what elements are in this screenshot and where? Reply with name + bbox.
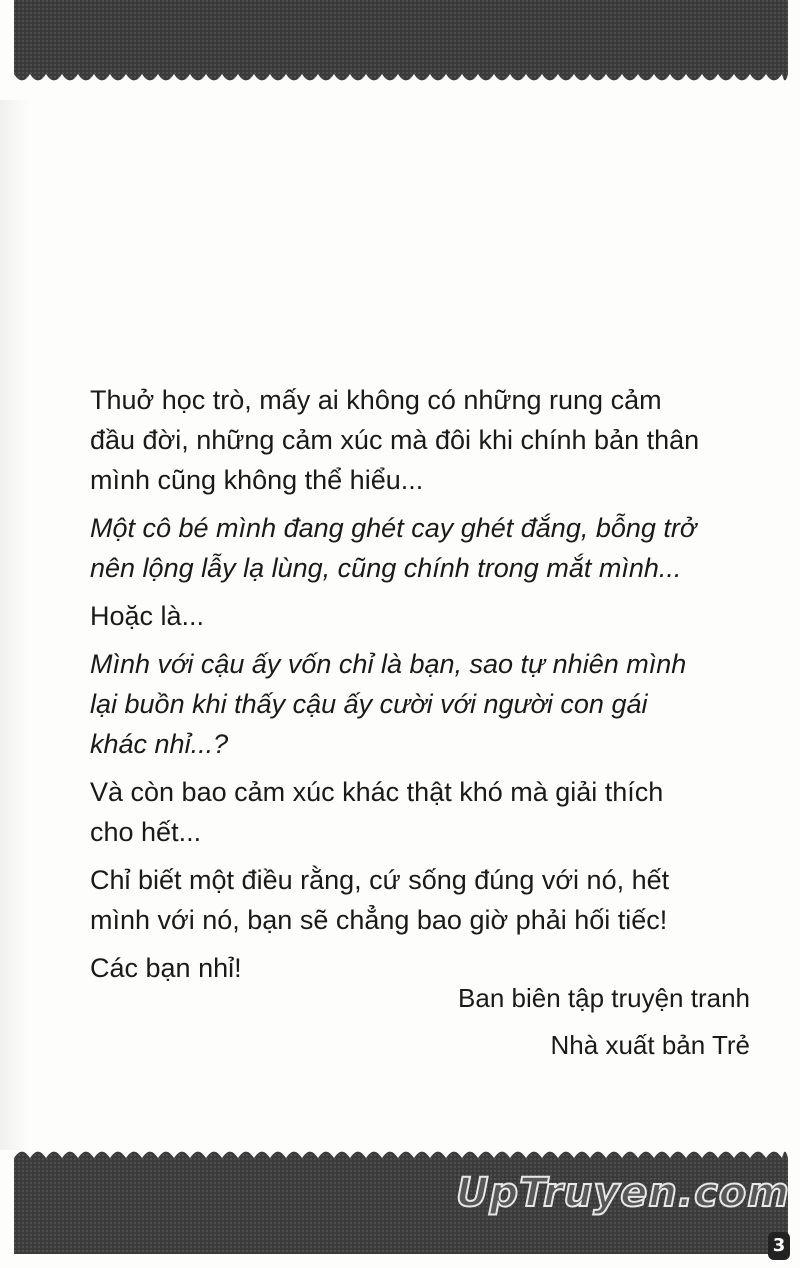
top-band-shape <box>14 0 788 96</box>
paragraph-4: Mình với cậu ấy vốn chỉ là bạn, sao tự nhiên mình lại buồn khi thấy cậu ấy cười với người con gái khác nhỉ...? <box>90 649 687 759</box>
top-band-fill <box>14 0 788 80</box>
paragraph-1: Thuở học trò, mấy ai không có những rung cảm đầu đời, những cảm xúc mà đôi khi chính bản thân mình cũng không thể hiểu... <box>90 385 700 495</box>
paragraph-5: Và còn bao cảm xúc khác thật khó mà giải thích cho hết... <box>90 777 664 847</box>
paragraph-6: Chỉ biết một điều rằng, cứ sống đúng với nó, hết mình với nó, bạn sẽ chẳng bao giờ phải hối tiếc! <box>90 865 670 935</box>
page-number: 3 <box>768 1232 790 1260</box>
paragraph-3: Hoặc là... <box>90 601 205 631</box>
watermark-logo: UpTruyen.com <box>456 1170 790 1216</box>
signature-publisher: Nhà xuất bản Trẻ <box>550 1030 750 1060</box>
paragraph-7: Các bạn nhỉ! <box>90 953 242 983</box>
page-edge-shadow <box>0 100 30 1150</box>
top-decorative-band <box>14 0 788 96</box>
paragraph-2: Một cô bé mình đang ghét cay ghét đắng, bỗng trở nên lộng lẫy lạ lùng, cũng chính trong mắt mình... <box>90 513 697 583</box>
foreword-text <box>90 380 770 996</box>
signature-editorial-board: Ban biên tập truyện tranh <box>458 983 750 1013</box>
